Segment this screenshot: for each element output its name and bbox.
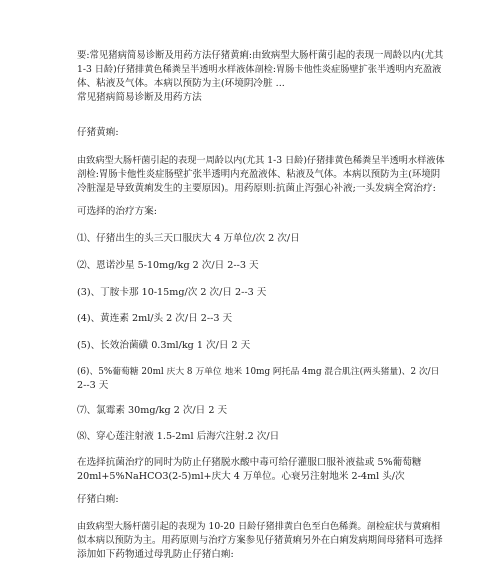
text-line: 常见猪病简易诊断及用药方法 — [77, 92, 202, 103]
treatment-item: ⑺、氯霉素 30mg/kg 2 次/日 2 天 — [77, 405, 228, 416]
section-heading-huangli: 仔猪黄痢: — [77, 127, 119, 138]
text-line: 20ml+5%NaHCO3(2-5)ml+庆大 4 万单位。心衰另注射地米 2-4ml 头/次 — [77, 471, 405, 482]
treatment-item: ⑻、穿心莲注射液 1.5-2ml 后海穴注射.2 次/日 — [77, 431, 280, 442]
treatment-heading: 可选择的治疗方案: — [77, 206, 157, 217]
treatment-item: (4)、黄连素 2ml/头 2 次/日 2--3 天 — [77, 313, 233, 324]
text-line: 由致病型大肠杆菌引起的表现为 10-20 日龄仔猪排黄白色至白色稀粪。剖检症状与黄痢相 — [77, 521, 441, 532]
section-heading-baili: 仔猪白痢: — [77, 494, 119, 505]
text-line: 1-3 日龄)仔猪排黄色稀粪呈半透明水样液体剖检:胃肠卡他性炎症肠壁扩张半透明内充盈液 — [77, 64, 442, 75]
text-line: 由致病型大肠杆菌引起的表现一周龄以内(尤其 1-3 日龄)仔猪排黄色稀粪呈半透明水样液体 — [77, 155, 445, 166]
huangli-paragraph — [77, 154, 445, 196]
text-line: 似本病以预防为主。用药原则与治疗方案参见仔猪黄痢另外在白痢发病期间母猪料可选择 — [77, 535, 443, 546]
text-line: 冷脏湿是导致黄痢发生的主要原因)。用药原则:抗菌止泻强心补液;一头发病全窝治疗: — [77, 183, 436, 194]
treatment-item — [77, 365, 445, 393]
text-line: 要:常见猪病简易诊断及用药方法仔猪黄痢:由致病型大肠杆菌引起的表现一周龄以内(尤其 — [77, 50, 444, 61]
text-line: 在选择抗菌治疗的同时为防止仔猪脱水酸中毒可给仔灌服口服补液盐或 5%葡萄糖 — [77, 457, 422, 468]
treatment-item: ⑵、恩诺沙星 5-10mg/kg 2 次/日 2--3 天 — [77, 260, 259, 271]
baili-paragraph — [77, 520, 445, 562]
text-line: 体、粘液及气体。本病以预防为主(环境阴冷脏 ... — [77, 78, 285, 89]
text-line: 2--3 天 — [77, 380, 109, 391]
treatment-item: (3)、丁胺卡那 10-15mg/次 2 次/日 2--3 天 — [77, 287, 267, 298]
treatment-item: ⑴、仔猪出生的头三天口服庆大 4 万单位/次 2 次/日 — [77, 233, 300, 244]
prevention-paragraph — [77, 456, 445, 484]
text-line: 剖检:胃肠卡他性炎症肠壁扩张半透明内充盈液体、粘液及气体。本病以预防为主(环境阴 — [77, 169, 441, 180]
text-line: (6)、5%葡萄糖 20ml 庆大 8 万单位 地米 10mg 阿托品 4mg 混合肌注(两头猪量)、2 次/日 — [77, 367, 440, 377]
treatment-item: (5)、长效治菌磺 0.3ml/kg 1 次/日 2 天 — [77, 340, 251, 351]
intro-paragraph — [77, 49, 445, 105]
text-line: 添加如下药物通过母乳防止仔猪白痢: — [77, 549, 234, 560]
